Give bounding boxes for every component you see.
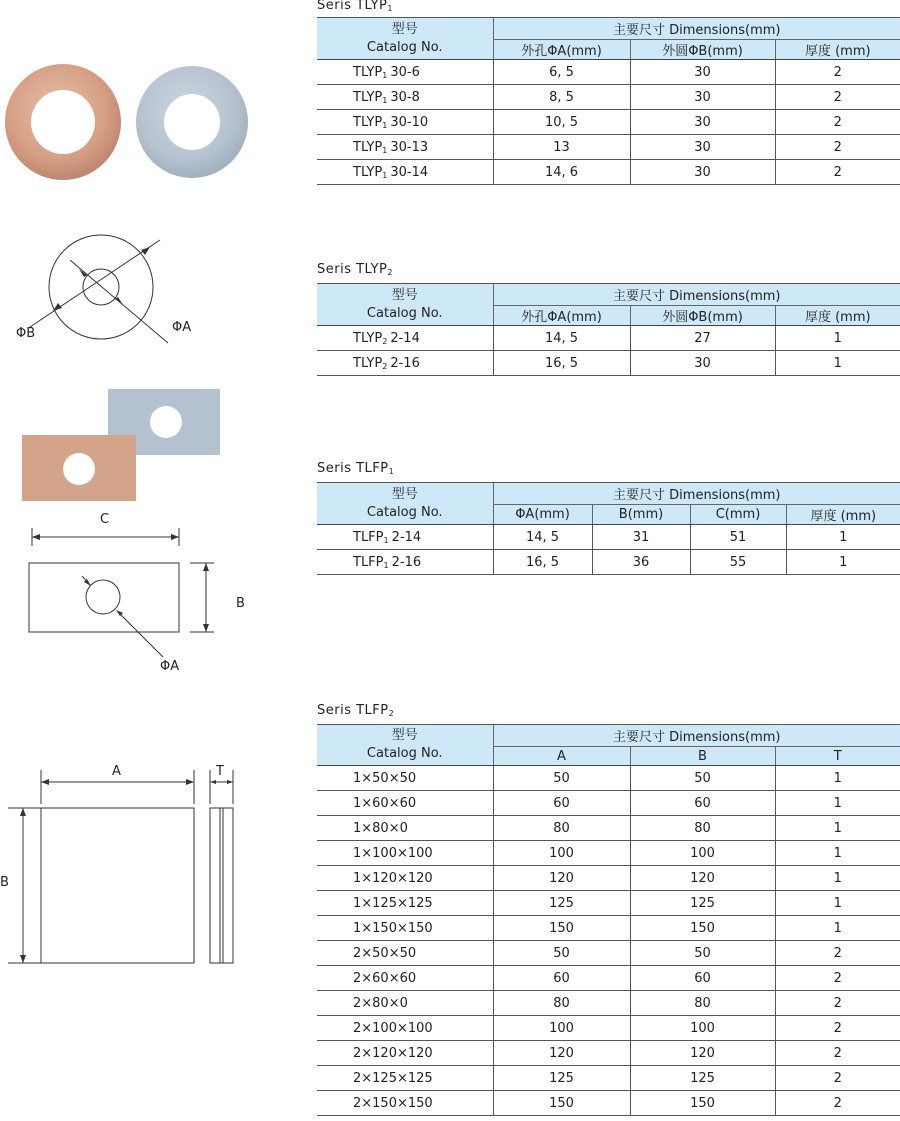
value-cell: 100 bbox=[630, 841, 775, 866]
value-cell: 51 bbox=[690, 525, 786, 550]
value-cell: 2 bbox=[775, 60, 900, 85]
tlyp1-table-wrap bbox=[317, 18, 900, 185]
catalog-no-cell: 2×80×0 bbox=[317, 991, 493, 1016]
value-cell: 60 bbox=[493, 791, 630, 816]
table-row bbox=[317, 991, 900, 1016]
value-cell: 50 bbox=[493, 941, 630, 966]
dimensions-header: 主要尺寸 Dimensions(mm) bbox=[493, 483, 900, 505]
value-cell: 50 bbox=[630, 941, 775, 966]
table-row bbox=[317, 816, 900, 841]
plate-b-label: B bbox=[0, 875, 9, 890]
value-cell: 80 bbox=[493, 816, 630, 841]
value-cell: 1 bbox=[775, 766, 900, 791]
table-row bbox=[317, 866, 900, 891]
table-row bbox=[317, 941, 900, 966]
value-cell: 120 bbox=[493, 866, 630, 891]
value-cell: 31 bbox=[592, 525, 690, 550]
value-cell: 16, 5 bbox=[493, 550, 592, 575]
value-cell: 14, 6 bbox=[493, 160, 630, 185]
value-cell: 1 bbox=[775, 791, 900, 816]
table-row bbox=[317, 60, 900, 85]
value-cell: 2 bbox=[775, 941, 900, 966]
table-row bbox=[317, 841, 900, 866]
value-cell: 1 bbox=[775, 816, 900, 841]
col-header: 外孔ΦA(mm) bbox=[493, 40, 630, 60]
value-cell: 150 bbox=[630, 916, 775, 941]
catalog-no-cell: $TLFP_1$ 2-16 bbox=[317, 550, 493, 575]
value-cell: 36 bbox=[592, 550, 690, 575]
value-cell: 10, 5 bbox=[493, 110, 630, 135]
round-a-label: ΦA bbox=[172, 320, 192, 335]
table-row bbox=[317, 1066, 900, 1091]
col-header: T bbox=[775, 747, 900, 766]
table-row bbox=[317, 1041, 900, 1066]
plate-a-label: A bbox=[112, 764, 121, 779]
value-cell: 150 bbox=[493, 1091, 630, 1116]
model-header: 型号 Catalog No. bbox=[317, 284, 493, 326]
value-cell: 1 bbox=[786, 550, 900, 575]
tlyp2-table-wrap bbox=[317, 284, 900, 376]
catalog-no-cell: 1×100×100 bbox=[317, 841, 493, 866]
rect-b-label: B bbox=[236, 596, 245, 611]
catalog-no-cell: $TLYP_1$ 30-14 bbox=[317, 160, 493, 185]
tlyp1-table bbox=[317, 18, 900, 185]
round-washer-diagram bbox=[0, 225, 230, 355]
rect-c-label: C bbox=[100, 512, 110, 527]
dimensions-header: 主要尺寸 Dimensions(mm) bbox=[493, 284, 900, 306]
value-cell: 13 bbox=[493, 135, 630, 160]
value-cell: 2 bbox=[775, 1041, 900, 1066]
value-cell: 125 bbox=[630, 891, 775, 916]
value-cell: 8, 5 bbox=[493, 85, 630, 110]
value-cell: 1 bbox=[775, 841, 900, 866]
value-cell: 60 bbox=[630, 791, 775, 816]
col-header: 厚度 (mm) bbox=[786, 505, 900, 525]
rect-plate-diagram bbox=[0, 508, 260, 678]
value-cell: 80 bbox=[630, 816, 775, 841]
table-row bbox=[317, 160, 900, 185]
table-row bbox=[317, 110, 900, 135]
value-cell: 120 bbox=[630, 1041, 775, 1066]
tlyp2-table bbox=[317, 284, 900, 376]
catalog-no-cell: 1×120×120 bbox=[317, 866, 493, 891]
tlyp2-caption: Seris $TLYP_2$ bbox=[317, 262, 393, 277]
catalog-no-cell: 2×60×60 bbox=[317, 966, 493, 991]
round-washers-photo bbox=[0, 60, 260, 185]
value-cell: 100 bbox=[630, 1016, 775, 1041]
tlfp1-table-wrap bbox=[317, 483, 900, 575]
table-row bbox=[317, 1091, 900, 1116]
value-cell: 30 bbox=[630, 135, 775, 160]
tlfp2-caption: Seris $TLFP_2$ bbox=[317, 703, 395, 718]
value-cell: 1 bbox=[775, 866, 900, 891]
catalog-no-cell: 1×50×50 bbox=[317, 766, 493, 791]
value-cell: 30 bbox=[630, 85, 775, 110]
table-row bbox=[317, 550, 900, 575]
tlfp1-table bbox=[317, 483, 900, 575]
value-cell: 125 bbox=[493, 1066, 630, 1091]
tlfp2-table bbox=[317, 725, 900, 1116]
value-cell: 150 bbox=[493, 916, 630, 941]
value-cell: 1 bbox=[775, 326, 900, 351]
value-cell: 50 bbox=[630, 766, 775, 791]
value-cell: 16, 5 bbox=[493, 351, 630, 376]
rect-a-label: ΦA bbox=[160, 659, 180, 674]
dimensions-header: 主要尺寸 Dimensions(mm) bbox=[493, 725, 900, 747]
table-row bbox=[317, 326, 900, 351]
value-cell: 2 bbox=[775, 966, 900, 991]
value-cell: 27 bbox=[630, 326, 775, 351]
catalog-no-cell: 2×120×120 bbox=[317, 1041, 493, 1066]
table-row bbox=[317, 966, 900, 991]
value-cell: 80 bbox=[493, 991, 630, 1016]
value-cell: 2 bbox=[775, 991, 900, 1016]
table-row bbox=[317, 85, 900, 110]
value-cell: 30 bbox=[630, 110, 775, 135]
value-cell: 2 bbox=[775, 110, 900, 135]
catalog-no-cell: $TLFP_1$ 2-14 bbox=[317, 525, 493, 550]
value-cell: 30 bbox=[630, 60, 775, 85]
col-header: 外孔ΦA(mm) bbox=[493, 306, 630, 326]
value-cell: 2 bbox=[775, 160, 900, 185]
catalog-no-cell: 1×80×0 bbox=[317, 816, 493, 841]
tlyp1-caption: Seris $TLYP_1$ bbox=[317, 0, 393, 13]
table-row bbox=[317, 916, 900, 941]
value-cell: 80 bbox=[630, 991, 775, 1016]
col-header: C(mm) bbox=[690, 505, 786, 525]
table-row bbox=[317, 351, 900, 376]
catalog-no-cell: $TLYP_1$ 30-13 bbox=[317, 135, 493, 160]
value-cell: 1 bbox=[786, 525, 900, 550]
table-row bbox=[317, 766, 900, 791]
table-row bbox=[317, 525, 900, 550]
catalog-no-cell: $TLYP_1$ 30-10 bbox=[317, 110, 493, 135]
table-row bbox=[317, 791, 900, 816]
catalog-no-cell: $TLYP_1$ 30-8 bbox=[317, 85, 493, 110]
catalog-no-cell: 2×150×150 bbox=[317, 1091, 493, 1116]
catalog-no-cell: 1×60×60 bbox=[317, 791, 493, 816]
value-cell: 14, 5 bbox=[493, 525, 592, 550]
value-cell: 50 bbox=[493, 766, 630, 791]
catalog-no-cell: 2×50×50 bbox=[317, 941, 493, 966]
catalog-no-cell: $TLYP_1$ 30-6 bbox=[317, 60, 493, 85]
model-header: 型号 Catalog No. bbox=[317, 18, 493, 60]
value-cell: 100 bbox=[493, 1016, 630, 1041]
col-header: ΦA(mm) bbox=[493, 505, 592, 525]
tlfp2-table-wrap bbox=[317, 725, 900, 1116]
value-cell: 120 bbox=[630, 866, 775, 891]
value-cell: 60 bbox=[630, 966, 775, 991]
value-cell: 30 bbox=[630, 160, 775, 185]
tin-washer bbox=[136, 66, 248, 178]
value-cell: 6, 5 bbox=[493, 60, 630, 85]
value-cell: 150 bbox=[630, 1091, 775, 1116]
table-row bbox=[317, 891, 900, 916]
catalog-no-cell: 2×125×125 bbox=[317, 1066, 493, 1091]
value-cell: 2 bbox=[775, 1091, 900, 1116]
value-cell: 2 bbox=[775, 135, 900, 160]
round-b-label: ΦB bbox=[16, 326, 36, 341]
value-cell: 14, 5 bbox=[493, 326, 630, 351]
col-header: A bbox=[493, 747, 630, 766]
value-cell: 55 bbox=[690, 550, 786, 575]
copper-plate bbox=[22, 435, 136, 501]
value-cell: 60 bbox=[493, 966, 630, 991]
col-header: 厚度 (mm) bbox=[775, 306, 900, 326]
catalog-no-cell: $TLYP_2$ 2-16 bbox=[317, 351, 493, 376]
value-cell: 125 bbox=[630, 1066, 775, 1091]
copper-washer bbox=[5, 64, 121, 180]
value-cell: 2 bbox=[775, 85, 900, 110]
catalog-no-cell: 1×125×125 bbox=[317, 891, 493, 916]
value-cell: 1 bbox=[775, 916, 900, 941]
model-header: 型号 Catalog No. bbox=[317, 483, 493, 525]
catalog-no-cell: $TLYP_2$ 2-14 bbox=[317, 326, 493, 351]
tlfp1-caption: Seris $TLFP_1$ bbox=[317, 461, 395, 476]
value-cell: 100 bbox=[493, 841, 630, 866]
model-header: 型号 Catalog No. bbox=[317, 725, 493, 766]
value-cell: 1 bbox=[775, 351, 900, 376]
catalog-no-cell: 2×100×100 bbox=[317, 1016, 493, 1041]
value-cell: 2 bbox=[775, 1066, 900, 1091]
col-header: 厚度 (mm) bbox=[775, 40, 900, 60]
rect-plates-photo bbox=[0, 385, 240, 510]
value-cell: 125 bbox=[493, 891, 630, 916]
square-plate-diagram bbox=[0, 760, 260, 970]
value-cell: 1 bbox=[775, 891, 900, 916]
value-cell: 120 bbox=[493, 1041, 630, 1066]
value-cell: 30 bbox=[630, 351, 775, 376]
col-header: 外圆ΦB(mm) bbox=[630, 40, 775, 60]
table-row bbox=[317, 1016, 900, 1041]
col-header: B(mm) bbox=[592, 505, 690, 525]
table-row bbox=[317, 135, 900, 160]
value-cell: 2 bbox=[775, 1016, 900, 1041]
plate-t-label: T bbox=[216, 764, 224, 779]
col-header: B bbox=[630, 747, 775, 766]
dimensions-header: 主要尺寸 Dimensions(mm) bbox=[493, 18, 900, 40]
col-header: 外圆ΦB(mm) bbox=[630, 306, 775, 326]
catalog-no-cell: 1×150×150 bbox=[317, 916, 493, 941]
